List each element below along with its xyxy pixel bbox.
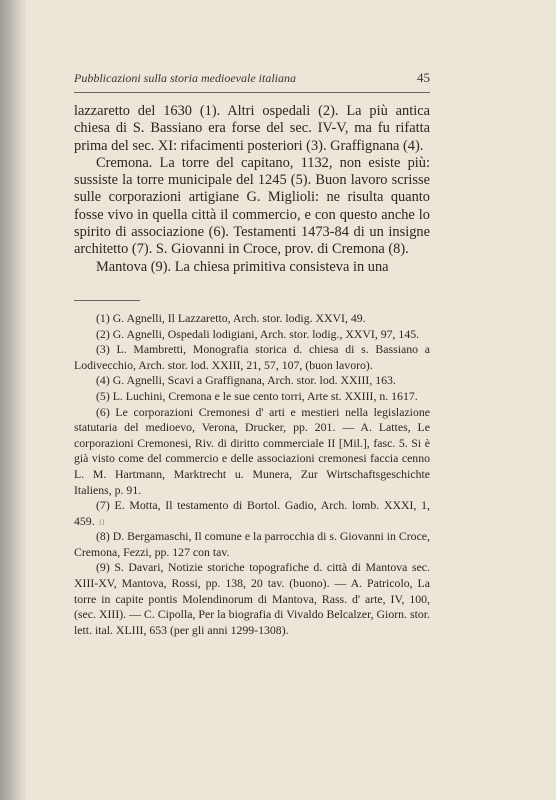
footnote-2: (2) G. Agnelli, Ospedali lodigiani, Arch. stor. lodig., XXVI, 97, 145. — [96, 326, 420, 341]
footnote-7-text: (7) E. Motta, Il testamento di Bortol. Gadio, Arch. lomb. XXXI, 1, 459. — [74, 498, 430, 528]
book-page — [74, 70, 430, 638]
running-title: Pubblicazioni sulla storia medioevale italiana — [74, 71, 296, 85]
footnote-1: (1) G. Agnelli, Il Lazzaretto, Arch. stor. lodig. XXVI, 49. — [96, 310, 366, 325]
paragraph-cremona: Cremona. La torre del capitano, 1132, non esiste più: sussiste la torre municipale del 1245 (5). Buon lavoro scrisse sulle corporazioni artigiane G. Miglioli: ne risulta quanto fosse vivo in quella città il commercio, e con questo anche lo spirito di associazione (6). Testamenti 1473-84 di un insigne architetto (7). S. Giovanni in Croce, prov. di Cremona (8). — [74, 154, 430, 258]
main-text — [74, 103, 430, 276]
footnote-4: (4) G. Agnelli, Scavi a Graffignana, Arch. stor. lod. XXIII, 163. — [96, 373, 396, 388]
page-number: 45 — [417, 70, 430, 85]
footnote-3: (3) L. Mambretti, Monografia storica d. chiesa di s. Bassiano a Lodivecchio, Arch. stor. lod. XXIII, 21, 57, 107, (buon lavoro). — [74, 342, 430, 372]
running-header — [74, 70, 430, 93]
footnote-7 — [74, 498, 430, 529]
footnote-5: (5) L. Luchini, Cremona e le sue cento torri, Arte st. XXIII, n. 1617. — [96, 388, 418, 403]
paragraph-mantova: Mantova (9). La chiesa primitiva consisteva in una — [96, 258, 389, 275]
footnote-9: (9) S. Davari, Notizie storiche topografiche d. città di Mantova sec. XIII-XV, Mantova, Rossi, pp. 138, 20 tav. (buono). — A. Patricolo, La torre in capite pontis Molendinorum di Mantova, Rass. d' arte, IV, 100, (sec. XIII). — C. Cipolla, Per la biografia di Vivaldo Belcalzer, Giorn. stor. lett. ital. XLIII, 653 (per gli anni 1299-1308). — [74, 560, 430, 637]
paragraph-lodi-end: lazzaretto del 1630 (1). Altri ospedali (2). La più antica chiesa di S. Bassiano era forse del sec. IV-V, ma fu rifatta prima del sec. XI: rifacimenti posteriori (3). Graffignana (4). — [74, 103, 430, 154]
footnote-8: (8) D. Bergamaschi, Il comune e la parrocchia di s. Giovanni in Croce, Cremona, Fezzi, pp. 127 con tav. — [74, 529, 430, 559]
footnote-7-mark: ıı — [98, 513, 106, 528]
footnote-6: (6) Le corporazioni Cremonesi d' arti e mestieri nella legislazione statutaria del medioevo, Verona, Drucker, pp. 201. — A. Lattes, Le corporazioni Cremonesi, Riv. di diritto commerciale II [Mil.], fasc. 5. Si è già visto come del commercio e delle associazioni cremonesi faccia cenno L. M. Hartmann, Marktrecht u. Munera, Zur Wirtschaftsgeschichte Italiens, p. 91. — [74, 404, 430, 497]
footnote-separator — [74, 300, 140, 301]
book-spine-shadow — [0, 0, 26, 800]
footnotes — [74, 311, 430, 638]
